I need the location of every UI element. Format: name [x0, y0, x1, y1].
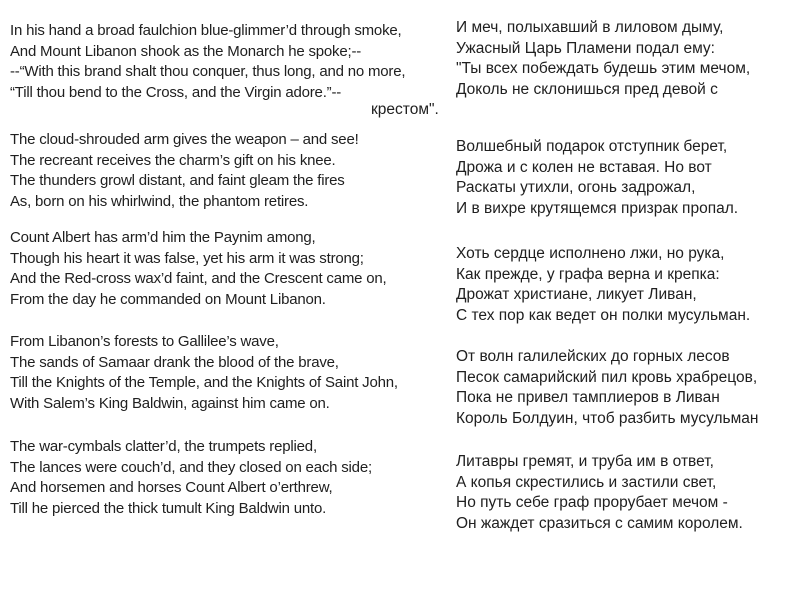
poem-line: The war-cymbals clatter’d, the trumpets replied, — [10, 438, 317, 455]
poem-line: Count Albert has arm’d him the Paynim among, — [10, 229, 316, 246]
poem-line: Till he pierced the thick tumult King Baldwin unto. — [10, 499, 327, 517]
poem-line-wrapped: крестом". — [371, 101, 439, 118]
poem-line: Литавры гремят, и труба им в ответ, — [456, 453, 714, 470]
poem-line: From Libanon’s forests to Gallilee’s wave, — [10, 333, 279, 350]
poem-line: And the Red-cross wax’d faint, and the Crescent came on, — [10, 270, 387, 287]
poem-line: The thunders growl distant, and faint gleam the fires — [10, 172, 345, 189]
russian-stanza-2 — [456, 137, 738, 219]
poem-line: As, born on his whirlwind, the phantom retires. — [10, 192, 309, 210]
english-stanza-1 — [10, 21, 405, 103]
poem-line: The sands of Samaar drank the blood of the brave, — [10, 353, 339, 371]
poem-line: Дрожат христиане, ликует Ливан, — [456, 286, 697, 303]
poem-line: И в вихре крутящемся призрак пропал. — [456, 199, 739, 217]
poem-line: Песок самарийский пил кровь храбрецов, — [456, 368, 758, 386]
poem-line: Он жаждет сразиться с самим королем. — [456, 514, 743, 532]
poem-line: Но путь себе граф прорубает мечом - — [456, 494, 728, 511]
poem-line: А копья скрестились и застили свет, — [456, 473, 717, 491]
poem-line: --“With this brand shalt thou conquer, thus long, and no more, — [10, 63, 406, 80]
poem-line: И меч, полыхавший в лиловом дыму, — [456, 19, 724, 36]
poem-line: Though his heart it was false, yet his arm it was strong; — [10, 249, 364, 267]
poem-line: Король Болдуин, чтоб разбить мусульман — [456, 409, 759, 427]
poem-line: Пока не привел тамплиеров в Ливан — [456, 389, 720, 406]
poem-line: And horsemen and horses Count Albert o’erthrew, — [10, 479, 333, 496]
russian-stanza-5 — [456, 452, 743, 534]
poem-line: Волшебный подарок отступник берет, — [456, 138, 728, 155]
poem-line: "Ты всех побеждать будешь этим мечом, — [456, 60, 751, 77]
english-stanza-3 — [10, 228, 387, 310]
poem-line: Ужасный Царь Пламени подал ему: — [456, 39, 715, 57]
poem-line: Доколь не склонишься пред девой с — [456, 80, 718, 98]
poem-line: And Mount Libanon shook as the Monarch he spoke;-- — [10, 42, 362, 60]
poem-line: Раскаты утихли, огонь задрожал, — [456, 179, 696, 196]
poem-line: С тех пор как ведет он полки мусульман. — [456, 306, 751, 324]
english-stanza-2 — [10, 130, 359, 212]
poem-line: Дрожа и с колен не вставая. Но вот — [456, 158, 712, 176]
poem-line: “Till thou bend to the Cross, and the Virgin adore.”-- — [10, 83, 342, 101]
poem-line: From the day he commanded on Mount Libanon. — [10, 290, 326, 308]
russian-stanza-3 — [456, 244, 750, 326]
poem-line: Хоть сердце исполнено лжи, но рука, — [456, 245, 725, 262]
russian-stanza-1 — [371, 18, 751, 121]
poem-line: Как прежде, у графа верна и крепка: — [456, 265, 720, 283]
poem-line: The lances were couch’d, and they closed on each side; — [10, 458, 372, 476]
poem-line: Till the Knights of the Temple, and the Knights of Saint John, — [10, 374, 398, 391]
poem-line: The recreant receives the charm’s gift on his knee. — [10, 151, 336, 169]
poem-line: The cloud-shrouded arm gives the weapon – and see! — [10, 131, 359, 148]
poem-line: In his hand a broad faulchion blue-glimmer’d through smoke, — [10, 22, 402, 39]
english-stanza-4 — [10, 332, 398, 414]
russian-stanza-4 — [456, 347, 758, 429]
poem-line: With Salem’s King Baldwin, against him came on. — [10, 394, 330, 412]
english-stanza-5 — [10, 437, 372, 519]
poem-line: От волн галилейских до горных лесов — [456, 348, 730, 365]
